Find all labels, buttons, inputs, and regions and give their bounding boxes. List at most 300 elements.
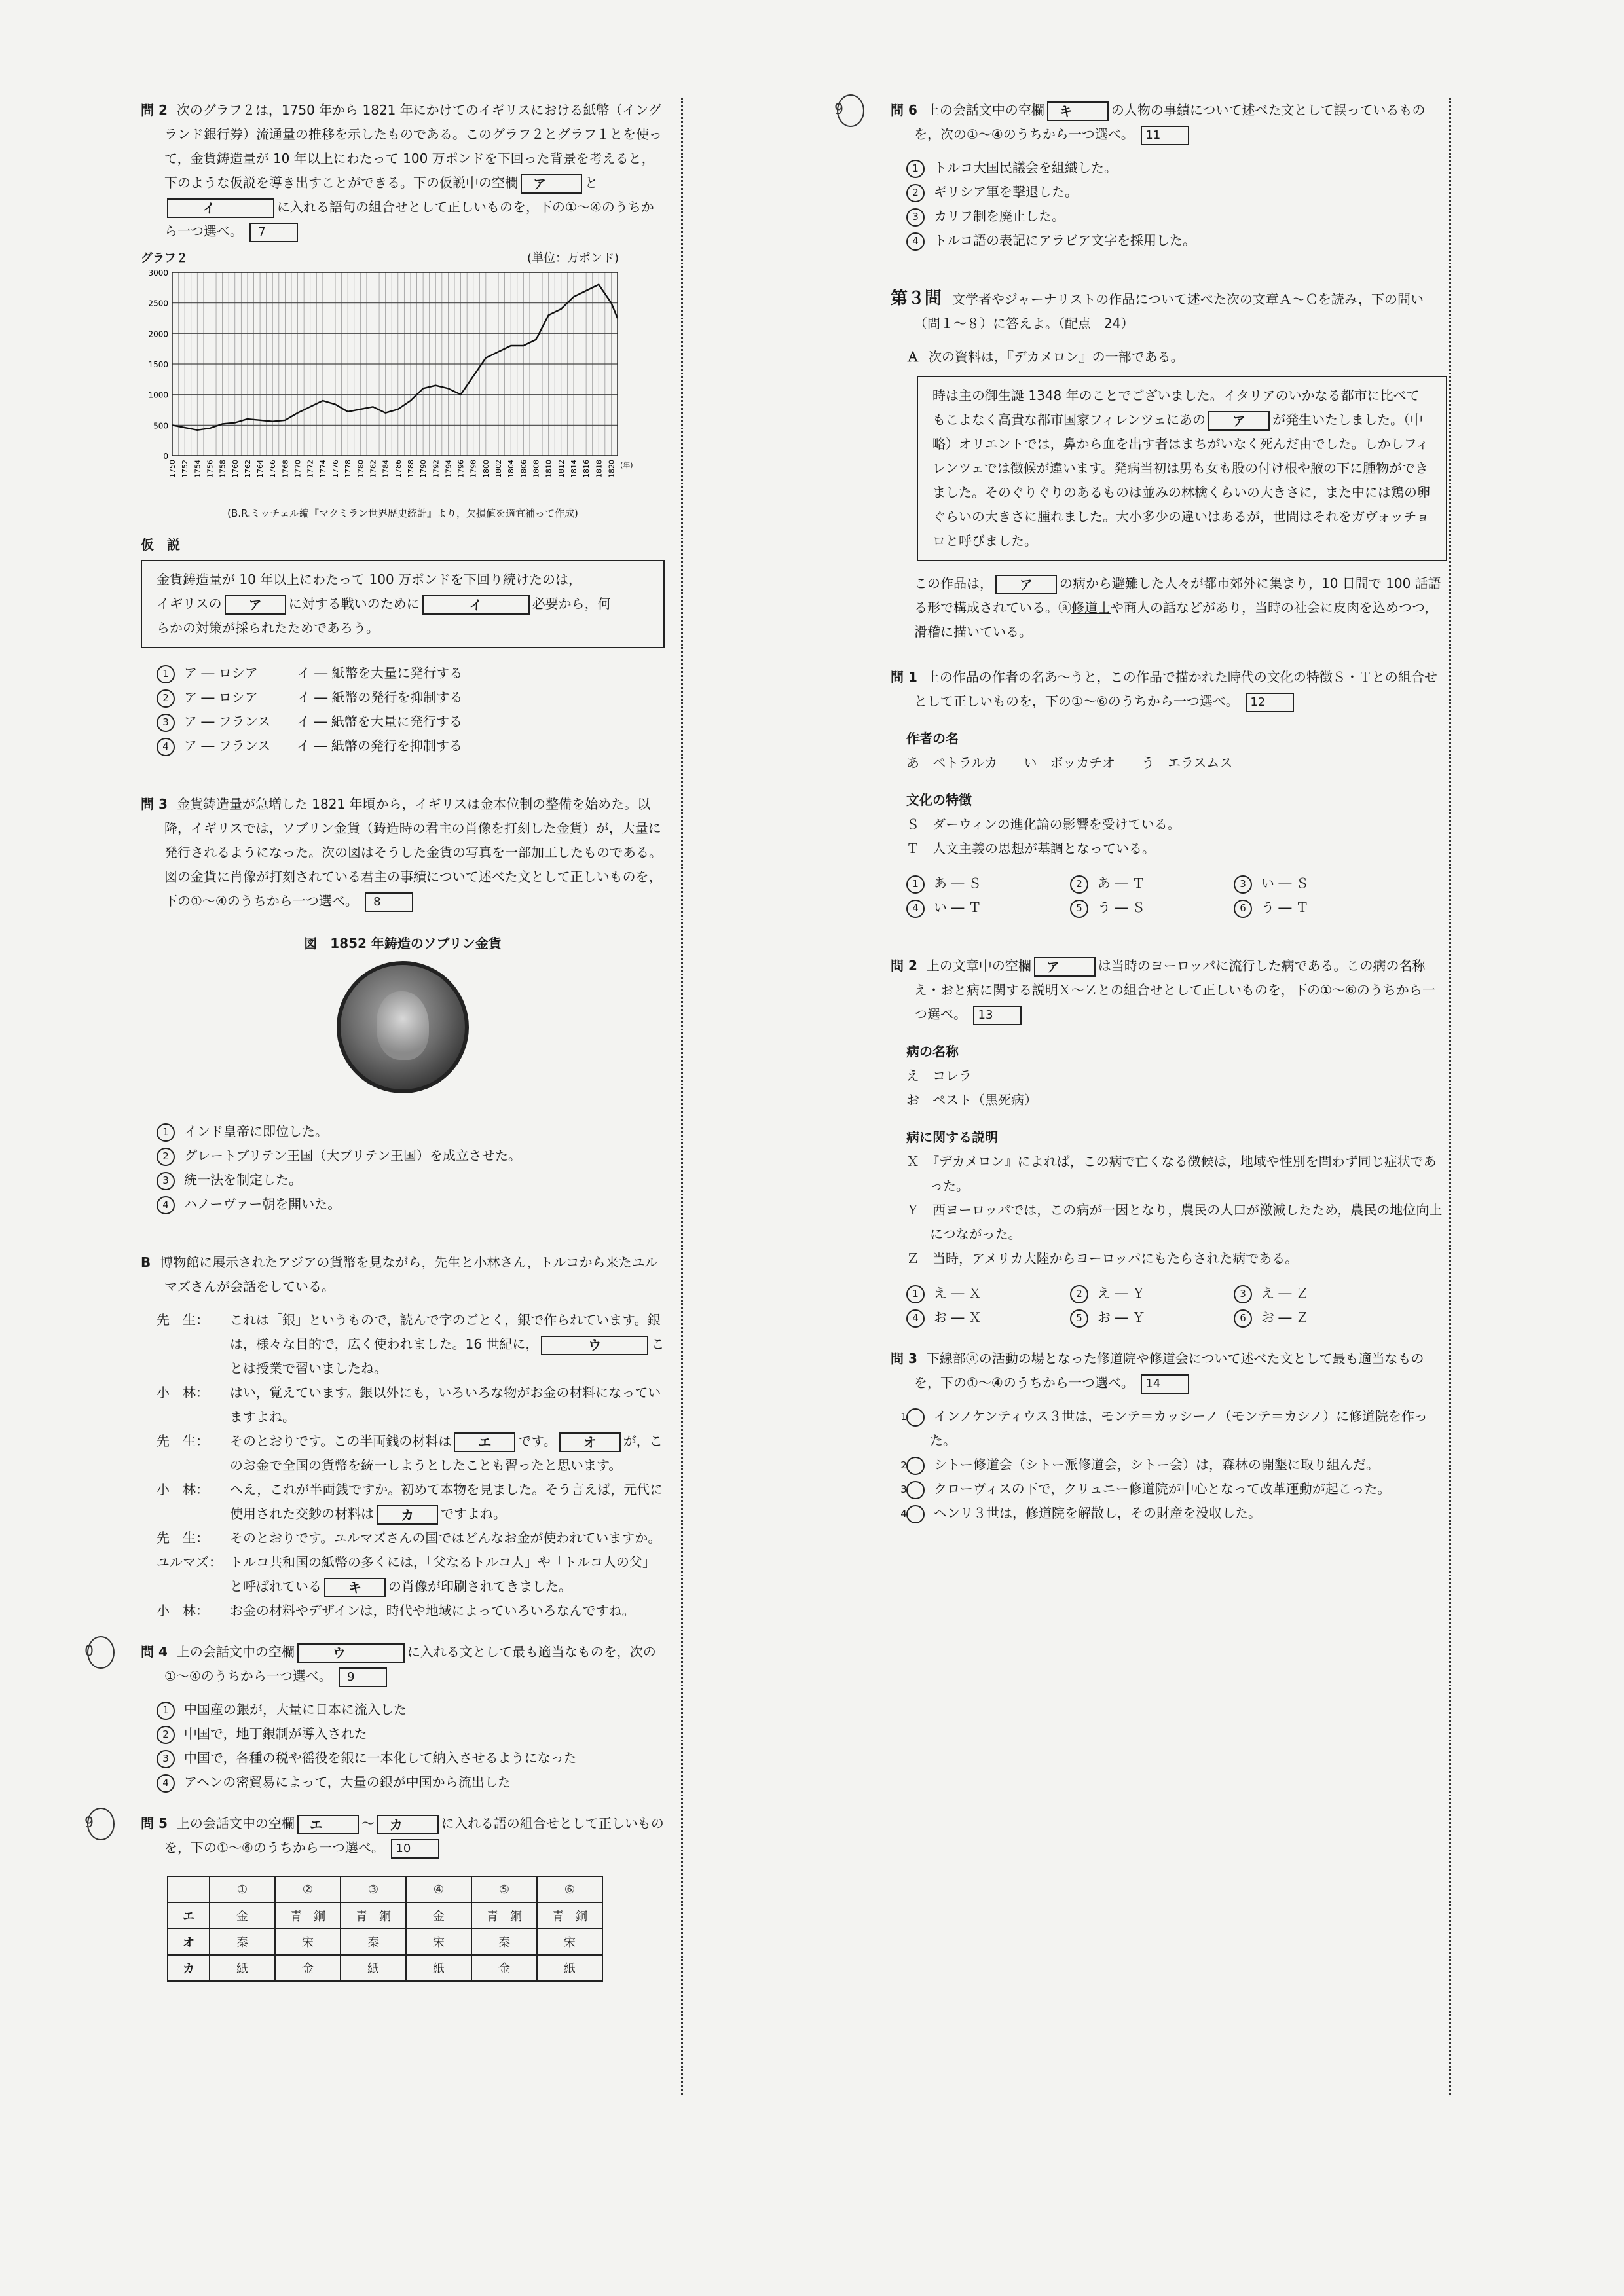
speech: そのとおりです。ユルマズさんの国ではどんなお金が使われていますか。	[230, 1530, 661, 1546]
x-tick-label: 1816	[582, 460, 591, 478]
blank-i: イ	[422, 595, 530, 615]
x-tick-label: 1798	[469, 460, 478, 478]
dialog-line	[157, 1526, 665, 1550]
question-text: の人物の事績について述べた文として誤っているものを，次の①～④のうちから一つ選べ。	[914, 102, 1426, 142]
x-tick-label: 1762	[243, 460, 252, 478]
statement-z: Ｚ 当時，アメリカ大陸からヨーロッパにもたらされた病である。	[906, 1250, 1299, 1266]
dialog-line	[157, 1429, 665, 1478]
table-row	[168, 1929, 602, 1955]
choice[interactable]	[906, 1281, 1070, 1305]
choice-text: え ― Ｚ	[1261, 1285, 1309, 1301]
q4-options	[141, 1698, 665, 1795]
hypothesis-label: 仮 説	[141, 537, 180, 553]
option-text: ア ― ロシア イ ― 紙幣の発行を抑制する	[184, 689, 463, 705]
disease-e: え コレラ	[906, 1068, 972, 1084]
x-tick-label: 1756	[206, 460, 215, 478]
passage	[891, 572, 1447, 644]
question-text: 上の作品の作者の名あ～うと，この作品で描かれた時代の文化の特徴Ｓ・Ｔとの組合せとして正しいものを，下の①～⑥のうちから一つ選べ。	[914, 669, 1437, 709]
row-label: オ	[168, 1929, 210, 1955]
question-text: 上の文章中の空欄	[926, 958, 1031, 974]
handwritten-mark: 0	[87, 1636, 115, 1669]
speech-text: ことは授業で習いましたね。	[230, 1336, 665, 1376]
speaker: 小 林：	[157, 1385, 209, 1400]
row-label: エ	[168, 1903, 210, 1929]
option-number: 3	[157, 1750, 175, 1768]
table-cell: 秦	[341, 1929, 406, 1955]
table-cell: 紙	[210, 1955, 275, 1981]
x-tick-label: 1790	[419, 460, 428, 478]
blank-u: ウ	[297, 1643, 405, 1663]
y-tick-label: 1500	[148, 360, 168, 369]
speech	[230, 1429, 665, 1478]
passage-text: や商人の話などがあり，当時の社会に皮肉を込めつつ，滑稽に描いている。	[914, 600, 1438, 640]
question-number: 問 2	[891, 958, 917, 974]
choice[interactable]	[1070, 871, 1234, 896]
option-number: 4	[906, 1505, 925, 1523]
choice-number: 6	[1234, 1309, 1252, 1328]
x-tick-label: 1764	[256, 460, 265, 478]
statement-s: Ｓ ダーウィンの進化論の影響を受けている。	[906, 816, 1181, 832]
option-text: ア ― フランス イ ― 紙幣を大量に発行する	[184, 714, 462, 729]
decameron-excerpt	[917, 376, 1447, 561]
part-label: B	[141, 1254, 151, 1270]
option-text: ア ― ロシア イ ― 紙幣を大量に発行する	[184, 665, 463, 681]
option[interactable]	[141, 1192, 665, 1216]
author-list: あ ペトラルカ い ボッカチオ う エラスムス	[906, 755, 1233, 771]
x-tick-label: 1788	[406, 460, 415, 478]
x-tick-label: 1786	[394, 460, 403, 478]
choice[interactable]	[1234, 871, 1397, 896]
table-cell: 青 銅	[537, 1903, 602, 1929]
s3-question-1	[891, 665, 1447, 714]
question-number: 問 1	[891, 669, 917, 685]
x-tick-label: 1820	[607, 460, 616, 478]
s3q3-options	[891, 1404, 1447, 1525]
x-tick-label: 1806	[519, 460, 528, 478]
choice-number: 2	[1070, 875, 1088, 894]
graph-2	[141, 249, 665, 520]
row-label: カ	[168, 1955, 210, 1981]
y-tick-label: 0	[163, 452, 168, 461]
chart-unit: (単位：万ポンド)	[526, 251, 619, 265]
question-number: 問 3	[891, 1351, 917, 1366]
table-cell: 紙	[406, 1955, 471, 1981]
choice-text: い ― Ｓ	[1261, 875, 1309, 891]
speech-text: へえ，これが半両銭ですか。初めて本物を見ました。そう言えば，元代に使用された交鈔の材料は	[230, 1482, 663, 1522]
left-column	[84, 98, 665, 1982]
question-text: 金貨鋳造量が急増した 1821 年頃から，イギリスは金本位制の整備を始めた。以降，イギリスでは，ソブリン金貨（鋳造時の君主の肖像を打刻した金貨）が，大量に発行されるようになった。次の図はそうした金貨の写真を一部加工したものである。図の金貨に肖像が打刻されている君主の事績について述べた文として正しいものを，下の①～④のうちから一つ選べ。	[164, 796, 662, 909]
option-text: ギリシア軍を撃退した。	[934, 184, 1078, 200]
table-cell: 宋	[406, 1929, 471, 1955]
question-number: 問 4	[141, 1644, 168, 1660]
question-text: 次のグラフ２は，1750 年から 1821 年にかけてのイギリスにおける紙幣（イングランド銀行券）流通量の推移を示したものである。このグラフ２とグラフ１とを使って，金貨鋳造量が 10 年以上にわたって 100 万ポンドを下回った背景を考えると，下のような仮説を導き出すことができる。下の仮説中の空欄	[164, 102, 662, 191]
table-cell: 青 銅	[341, 1903, 406, 1929]
option-text: クローヴィスの下で，クリュニー修道院が中心となって改革運動が起こった。	[934, 1481, 1391, 1497]
choice-text: え ― Ｙ	[1098, 1285, 1145, 1301]
choice-number: 4	[906, 900, 925, 918]
choice[interactable]	[906, 896, 1070, 920]
subheading: 文化の特徴	[906, 792, 972, 808]
x-tick-label: 1772	[306, 460, 315, 478]
column-divider-left	[681, 98, 683, 2095]
question-text: 上の会話文中の空欄	[176, 1815, 295, 1831]
speaker: 小 林：	[157, 1603, 209, 1618]
option-text: シトー修道会（シトー派修道会，シトー会）は，森林の開墾に取り組んだ。	[934, 1457, 1379, 1472]
blank-ka: カ	[377, 1815, 439, 1834]
statement-x: Ｘ 『デカメロン』によれば，この病で亡くなる徴候は，地域や性別を問わず同じ症状であった。	[906, 1154, 1437, 1194]
table-header-cell[interactable]: ①	[210, 1876, 275, 1903]
section-3-header	[891, 287, 1447, 336]
passage-text: この作品は，	[914, 575, 993, 591]
right-column	[834, 98, 1447, 1525]
option[interactable]	[141, 1770, 665, 1795]
table-corner	[168, 1876, 210, 1903]
x-tick-label: 1780	[356, 460, 365, 478]
option[interactable]	[891, 204, 1447, 228]
option[interactable]	[141, 1722, 665, 1746]
passage-text: の病から避難した人々が都市郊外に集まり，10 日間で 100 話語る形で構成されている。	[914, 575, 1441, 615]
table-row	[168, 1955, 602, 1981]
choice[interactable]	[1070, 1281, 1234, 1305]
speaker: 先 生：	[157, 1433, 209, 1449]
speech-text: が，このお金で全国の貨幣を統一しようとしたことも習ったと思います。	[230, 1433, 663, 1473]
speaker: 小 林：	[157, 1482, 209, 1497]
table-cell: 宋	[537, 1929, 602, 1955]
table-header-cell[interactable]: ④	[406, 1876, 471, 1903]
x-tick-label: 1810	[544, 460, 553, 478]
chart-svg	[141, 266, 645, 501]
question-number: 問 3	[141, 796, 168, 812]
choice-number: 6	[1234, 900, 1252, 918]
question-text: に入れる語の組合せとして正しいものを，下の①～⑥のうちから一つ選べ。	[164, 1815, 664, 1855]
blank-ki: キ	[324, 1578, 386, 1597]
hypothesis-text: 必要から，何	[532, 596, 611, 611]
question-2	[141, 98, 665, 244]
excerpt-text: が発生いたしました。（中略）オリエントでは，鼻から血を出す者はまちがいなく死んだ由でした。しかしフィレンツェでは徴候が違います。発病当初は男も女も股の付け根や腋の下に腫物ができました。そのぐりぐりのあるものは並みの林檎くらいの大きさに，また中には鶏の卵ぐらいの大きさに腫れました。大小多少の違いはあるが，世間はそれをガヴォッチョロと呼びました。	[932, 412, 1430, 549]
answer-box[interactable]: 8	[365, 892, 413, 912]
table-header	[168, 1876, 602, 1903]
s3-question-3	[891, 1347, 1447, 1395]
speech-text: 」というもので，読んで字のごとく，銀で作られています。銀は，様々な目的で，広く使われました。16 世紀に，	[230, 1312, 661, 1352]
question-6	[834, 98, 1447, 147]
speech-text: ですよね。	[441, 1506, 506, 1522]
question-number: 問 6	[891, 102, 917, 118]
answer-box[interactable]: 14	[1141, 1374, 1189, 1394]
underline-marker: ⓐ	[1058, 600, 1071, 615]
question-text: 下線部ⓐの活動の場となった修道院や修道会について述べた文として最も適当なものを，下の①～④のうちから一つ選べ。	[914, 1351, 1424, 1391]
choice-text: う ― Ｔ	[1261, 900, 1309, 915]
answer-box[interactable]: 11	[1141, 126, 1189, 145]
choice[interactable]	[906, 871, 1070, 896]
table-cell: 金	[275, 1955, 341, 1981]
option-text: トルコ語の表記にアラビア文字を採用した。	[934, 232, 1196, 248]
blank-u: ウ	[541, 1336, 648, 1355]
table-cell: 青 銅	[471, 1903, 537, 1929]
question-text: に入れる語句の組合せとして正しいものを，下の①～④のうちから一つ選べ。	[164, 199, 654, 239]
y-tick-label: 2000	[148, 329, 168, 339]
x-tick-label: 1800	[481, 460, 490, 478]
option[interactable]	[141, 1168, 665, 1192]
table-header-cell[interactable]: ⑥	[537, 1876, 602, 1903]
option-text: インド皇帝に即位した。	[184, 1123, 328, 1139]
y-tick-label: 1000	[148, 390, 168, 400]
answer-box[interactable]: 9	[339, 1667, 387, 1687]
choice[interactable]	[1070, 1305, 1234, 1330]
option[interactable]	[141, 734, 665, 758]
s3-question-2	[891, 954, 1447, 1027]
choice-number: 4	[906, 1309, 925, 1328]
choice-text: お ― Ｚ	[1261, 1309, 1309, 1325]
x-tick-label: 1792	[432, 460, 441, 478]
option-text: カリフ制を廃止した。	[934, 208, 1065, 224]
option-number: 3	[157, 1172, 175, 1190]
option-number: 1	[157, 665, 175, 683]
y-tick-label: 500	[153, 421, 168, 431]
ruby-word	[282, 1312, 295, 1328]
option-number: 2	[906, 1457, 925, 1475]
option-number: 2	[906, 184, 925, 202]
x-tick-label: 1812	[557, 460, 566, 478]
speech	[230, 1308, 665, 1381]
choice-text: あ ― Ｓ	[934, 875, 982, 891]
question-number: 問 5	[141, 1815, 168, 1831]
x-tick-label: 1768	[281, 460, 290, 478]
question-text: ～	[361, 1815, 375, 1831]
statement-y: Ｙ 西ヨーロッパでは，この病が一因となり，農民の人口が激減したため，農民の地位向上につながった。	[906, 1202, 1443, 1242]
question-4	[84, 1640, 665, 1688]
blank-i: イ	[167, 198, 274, 218]
s3q2-choices	[891, 1281, 1447, 1330]
option[interactable]	[141, 1698, 665, 1722]
x-tick-label: 1804	[507, 460, 516, 478]
option-text: ヘンリ３世は，修道院を解散し，その財産を没収した。	[934, 1505, 1261, 1521]
x-tick-label: 1796	[456, 460, 466, 478]
x-tick-label: 1818	[595, 460, 604, 478]
intro-text: 次の資料は，『デカメロン』の一部である。	[929, 349, 1184, 365]
question-text: は当時のヨーロッパに流行した病である。この病の名称え・おと病に関する説明Ｘ～Ｚとの組合せとして正しいものを，下の①～⑥のうちから一つ選べ。	[914, 958, 1435, 1022]
subheading: 作者の名	[906, 731, 959, 746]
s3q1-choices	[891, 871, 1447, 920]
dialog-line	[157, 1478, 665, 1526]
x-tick-label: 1776	[331, 460, 341, 478]
part-a-intro	[891, 345, 1447, 369]
table-cell: 宋	[275, 1929, 341, 1955]
speaker: ユルマズ：	[157, 1554, 222, 1570]
option-number: 2	[157, 1726, 175, 1744]
speech	[230, 1550, 665, 1599]
table-cell: 紙	[537, 1955, 602, 1981]
column-divider-right	[1449, 98, 1451, 2095]
x-tick-label: 1784	[381, 460, 390, 478]
table-cell: 紙	[341, 1955, 406, 1981]
speech: お金の材料やデザインは，時代や地域によっていろいろなんですね。	[230, 1603, 635, 1618]
question-text: 上の会話文中の空欄	[176, 1644, 295, 1660]
x-tick-label: 1770	[293, 460, 303, 478]
question-text: に入れる文として最も適当なものを，次の①～④のうちから一つ選べ。	[164, 1644, 656, 1684]
speaker: 先 生：	[157, 1312, 209, 1328]
choice[interactable]	[1070, 896, 1234, 920]
hypothesis-line	[157, 592, 649, 616]
choice-number: 1	[906, 1285, 925, 1303]
option[interactable]	[891, 1453, 1447, 1477]
table-cell: 秦	[471, 1929, 537, 1955]
option-text: グレートブリテン王国（大ブリテン王国）を成立させた。	[184, 1148, 521, 1163]
table-header-cell[interactable]: ③	[341, 1876, 406, 1903]
table-header-cell[interactable]: ②	[275, 1876, 341, 1903]
option-number: 4	[157, 1774, 175, 1793]
speaker: 先 生：	[157, 1530, 209, 1546]
handwritten-mark: 9	[87, 1808, 115, 1840]
option[interactable]	[891, 1404, 1447, 1453]
speech-text: そのとおりです。この半両銭の材料は	[230, 1433, 452, 1449]
question-3	[141, 792, 665, 913]
option[interactable]	[891, 1501, 1447, 1525]
choice[interactable]	[906, 1305, 1070, 1330]
table-cell: 金	[210, 1903, 275, 1929]
hypothesis-line: らかの対策が採られたためであろう。	[157, 620, 379, 636]
answer-box[interactable]: 7	[249, 223, 298, 242]
table-row	[168, 1903, 602, 1929]
hypothesis-text: イギリスの	[157, 596, 222, 611]
hypothesis-line: 金貨鋳造量が 10 年以上にわたって 100 万ポンドを下回り続けたのは，	[157, 572, 582, 587]
excerpt-text: 時は主の御生誕 1348 年のことでございました。イタリアのいかなる都市に比べてもこよなく高貴な都市国家フィレンツェにあの	[932, 388, 1420, 428]
option-text: ハノーヴァー朝を開いた。	[184, 1196, 341, 1212]
option-text: 中国で，各種の税や徭役を銀に一本化して納入させるようになった	[184, 1750, 577, 1766]
blank-a: ア	[521, 174, 582, 194]
question-5	[84, 1812, 665, 1860]
answer-box[interactable]: 10	[391, 1839, 439, 1859]
dialog-line	[157, 1599, 665, 1623]
option-number: 1	[906, 1408, 925, 1427]
option[interactable]	[141, 685, 665, 710]
choice[interactable]	[1234, 896, 1397, 920]
choice-text: あ ― Ｔ	[1098, 875, 1145, 891]
answer-box[interactable]: 12	[1246, 693, 1294, 712]
sovereign-coin-image	[337, 961, 469, 1093]
table-cell: 青 銅	[275, 1903, 341, 1929]
option-text: 中国産の銀が，大量に日本に流入した	[184, 1702, 407, 1717]
choice-number: 5	[1070, 1309, 1088, 1328]
speech-text: の肖像が印刷されてきました。	[388, 1578, 572, 1594]
intro-text: 博物館に展示されたアジアの貨幣を見ながら，先生と小林さん，トルコから来たユルマズさんが会話をしている。	[160, 1254, 658, 1294]
option-text: 中国で，地丁銀制が導入された	[184, 1726, 367, 1741]
blank-ka: カ	[377, 1505, 438, 1525]
blank-o: オ	[559, 1432, 621, 1452]
x-tick-label: 1766	[268, 460, 278, 478]
question-number: 問 2	[141, 102, 168, 118]
y-tick-label: 3000	[148, 268, 168, 278]
option[interactable]	[891, 180, 1447, 204]
x-tick-label: 1754	[193, 460, 202, 478]
portrait	[377, 991, 429, 1060]
handwritten-mark: 9	[837, 94, 864, 127]
x-tick-label: 1802	[494, 460, 504, 478]
blank-e: エ	[297, 1815, 359, 1834]
option-number: 4	[157, 738, 175, 756]
hypothesis-box	[141, 560, 665, 648]
subheading: 病の名称	[906, 1044, 959, 1059]
option[interactable]	[891, 228, 1447, 253]
option-number: 1	[157, 1702, 175, 1720]
blank-a: ア	[1034, 957, 1096, 977]
option-number: 1	[157, 1123, 175, 1142]
x-tick-label: 1752	[181, 460, 190, 478]
table-cell: 金	[471, 1955, 537, 1981]
option-number: 4	[157, 1196, 175, 1214]
choice-number: 1	[906, 875, 925, 894]
dialog-line	[157, 1381, 665, 1429]
speech: はい，覚えています。銀以外にも，いろいろな物がお金の材料になっていますよね。	[230, 1385, 661, 1425]
x-tick-label: 1750	[168, 460, 177, 478]
speech-text: です。	[518, 1433, 557, 1449]
dialog	[157, 1308, 665, 1623]
underlined-term: 修道士	[1071, 600, 1111, 615]
q3-options	[141, 1120, 665, 1216]
option-number: 4	[906, 232, 925, 251]
blank-a: ア	[225, 595, 286, 615]
option-number: 3	[906, 208, 925, 227]
choice-text: お ― Ｙ	[1098, 1309, 1145, 1325]
option-text: 統一法を制定した。	[184, 1172, 302, 1188]
option[interactable]	[891, 156, 1447, 180]
x-tick-label: 1808	[532, 460, 541, 478]
option[interactable]	[141, 1120, 665, 1144]
choice[interactable]	[1234, 1305, 1397, 1330]
x-tick-label: 1778	[344, 460, 353, 478]
blank-ki: キ	[1047, 101, 1109, 121]
y-tick-label: 2500	[148, 299, 168, 308]
part-label: Ａ	[906, 349, 919, 365]
option[interactable]	[141, 1746, 665, 1770]
option-text: ア ― フランス イ ― 紙幣の発行を抑制する	[184, 738, 462, 754]
x-tick-label: 1760	[231, 460, 240, 478]
option[interactable]	[141, 661, 665, 685]
choice-number: 3	[1234, 1285, 1252, 1303]
subheading: 病に関する説明	[906, 1129, 998, 1145]
option-number: 3	[157, 714, 175, 732]
table-cell: 秦	[210, 1929, 275, 1955]
choice-text: え ― Ｘ	[934, 1285, 982, 1301]
choice-number: 2	[1070, 1285, 1088, 1303]
chart-title: グラフ２	[141, 251, 188, 265]
speech-text: トルコ共和国の紙幣の多くには，「父なるトルコ人」や「トルコ人の父」と呼ばれている	[230, 1554, 655, 1594]
option-text: アヘンの密貿易によって，大量の銀が中国から流出した	[184, 1774, 511, 1790]
q6-options	[891, 156, 1447, 253]
x-tick-label: 1758	[218, 460, 227, 478]
choice-text: い ― Ｔ	[934, 900, 982, 915]
option-text: トルコ大国民議会を組織した。	[934, 160, 1117, 175]
question-text: 上の会話文中の空欄	[926, 102, 1044, 118]
q5-choice-table	[167, 1876, 603, 1982]
x-tick-label: 1782	[369, 460, 378, 478]
option[interactable]	[141, 1144, 665, 1168]
table-header-cell[interactable]: ⑤	[471, 1876, 537, 1903]
option-text: インノケンティウス３世は，モンテ＝カッシーノ（モンテ＝カシノ）に修道院を作った。	[930, 1408, 1428, 1448]
x-axis-suffix: (年)	[620, 461, 633, 469]
option[interactable]	[891, 1477, 1447, 1501]
blank-a: ア	[995, 575, 1057, 594]
q2-options	[141, 661, 665, 758]
answer-box[interactable]: 13	[973, 1006, 1022, 1025]
choice-number: 3	[1234, 875, 1252, 894]
option[interactable]	[141, 710, 665, 734]
option-number: 1	[906, 160, 925, 178]
x-tick-label: 1814	[569, 460, 578, 478]
section-title: 第３問	[891, 289, 942, 308]
dialog-line	[157, 1308, 665, 1381]
choice-text: う ― Ｓ	[1098, 900, 1145, 915]
choice[interactable]	[1234, 1281, 1397, 1305]
